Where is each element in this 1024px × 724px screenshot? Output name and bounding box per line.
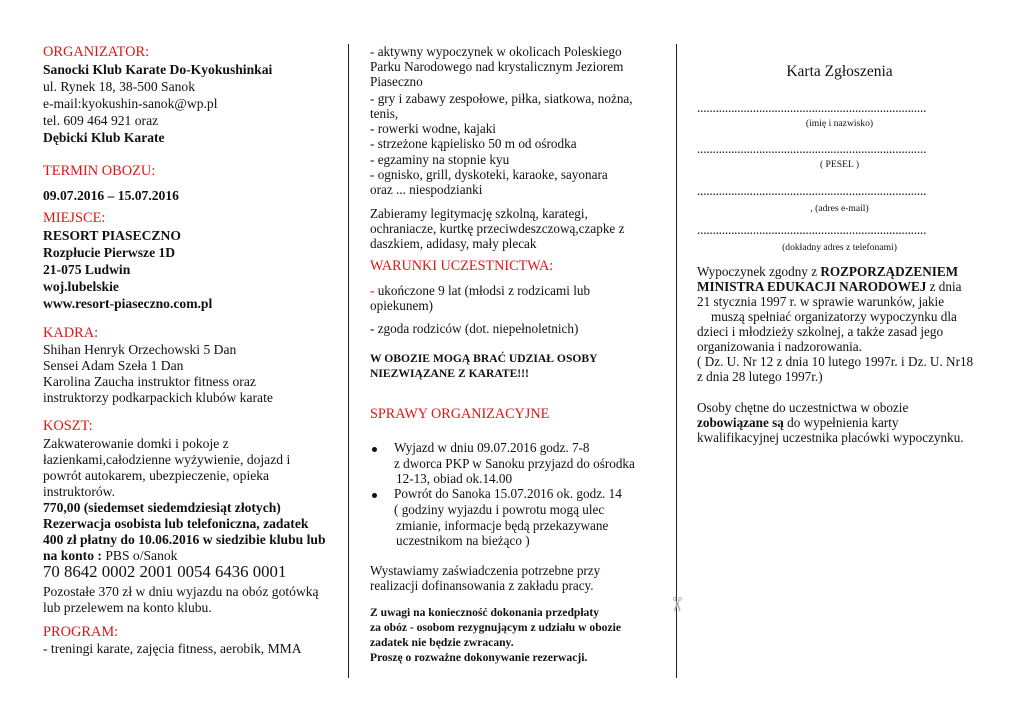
notice-line: W OBOZIE MOGĄ BRAĆ UDZIAŁ OSOBY	[370, 352, 598, 365]
scissors-icon: ✂	[664, 596, 687, 613]
condition-dash: -	[370, 283, 375, 298]
program-line: - rowerki wodne, kajaki	[370, 121, 496, 136]
program-line: - egzaminy na stopnie kyu	[370, 152, 510, 167]
condition-age-cont: opiekunem)	[370, 298, 433, 313]
staff-line: Shihan Henryk Orzechowski 5 Dan	[43, 342, 237, 357]
address-caption: (dokładny adres z telefonami)	[782, 242, 897, 253]
warning-line: za obóz - osobom rezygnującym z udziału w obozie	[370, 621, 621, 634]
warning-line: Proszę o rozważne dokonywanie rezerwacji.	[370, 651, 588, 664]
bullet-icon	[372, 447, 377, 452]
organizer-heading: ORGANIZATOR:	[43, 44, 150, 60]
departure-line: Wyjazd w dniu 09.07.2016 godz. 7-8	[394, 440, 590, 455]
conditions-heading: WARUNKI UCZESTNICTWA:	[370, 258, 554, 274]
regulation-line: organizowania i nadzorowania.	[697, 339, 862, 354]
program-line: Piaseczno	[370, 74, 423, 89]
return-line: uczestnikom na bieżąco )	[396, 533, 530, 548]
warning-line: zadatek nie będzie zwracany.	[370, 636, 514, 649]
condition-age: - ukończone 9 lat (młodsi z rodzicami lub	[370, 283, 591, 298]
regulation-line: MINISTRA EDUKACJI NARODOWEJ z dnia	[697, 279, 962, 294]
program-line: oraz ... niespodzianki	[370, 182, 483, 197]
email-field[interactable]: ..........................................................................	[697, 183, 927, 198]
staff-line: Sensei Adam Szeła 1 Dan	[43, 358, 184, 373]
staff-line: instruktorzy podkarpackich klubów karate	[43, 390, 273, 405]
program-line: Parku Narodowego nad krystalicznym Jeziorem	[370, 59, 624, 74]
obligation-line: Osoby chętne do uczestnictwa w obozie	[697, 400, 909, 415]
program-line: - ognisko, grill, dyskoteki, karaoke, sayonara	[370, 167, 608, 182]
name-caption: (imię i nazwisko)	[805, 118, 874, 129]
dates-value: 09.07.2016 – 15.07.2016	[43, 188, 179, 203]
program-line: - strzeżone kąpielisko 50 m od ośrodka	[370, 136, 577, 151]
certificate-line: realizacji dofinansowania z zakładu pracy.	[370, 578, 594, 593]
notice-line: NIEZWIĄZANE Z KARATE!!!	[370, 367, 529, 380]
warning-line: Z uwagi na konieczność dokonania przedpłaty	[370, 606, 600, 619]
organizer-address: ul. Rynek 18, 38-500 Sanok	[43, 79, 196, 94]
organizer-email: e-mail:kyokushin-sanok@wp.pl	[43, 96, 218, 111]
return-line: zmianie, informacje będą przekazywane	[396, 518, 609, 533]
organizer-partner: Dębicki Klub Karate	[43, 130, 165, 145]
regulation-line: z dnia 28 lutego 1997r.)	[697, 369, 823, 384]
cost-line: instruktorów.	[43, 484, 115, 499]
place-website: www.resort-piaseczno.com.pl	[43, 296, 213, 311]
pesel-field[interactable]: ..........................................................................	[697, 141, 927, 156]
pesel-caption: ( PESEL )	[819, 159, 860, 170]
cost-account-label: na konto :	[43, 548, 102, 563]
cost-price: 770,00 (siedemset siedemdziesiąt złotych)	[43, 500, 281, 515]
regulation-line: ( Dz. U. Nr 12 z dnia 10 lutego 1997r. i Dz. U. Nr18	[697, 354, 974, 369]
address-field[interactable]: ..........................................................................	[697, 222, 927, 237]
email-caption: , (adres e-mail)	[810, 203, 869, 214]
cost-line: Zakwaterowanie domki i pokoje z	[43, 436, 229, 451]
card-title: Karta Zgłoszenia	[786, 63, 893, 80]
return-line: Powrót do Sanoka 15.07.2016 ok. godz. 14	[394, 486, 622, 501]
program-line: - aktywny wypoczynek w okolicach Poleskiego	[370, 44, 622, 59]
obligation-line: zobowiązane są do wypełnienia karty	[697, 415, 899, 430]
cost-heading: KOSZT:	[43, 418, 93, 434]
cost-account-number: 70 8642 0002 2001 0054 6436 0001	[43, 562, 287, 581]
organizer-phone: tel. 609 464 921 oraz	[43, 113, 159, 128]
bring-line: Zabieramy legitymację szkolną, karategi,	[370, 206, 588, 221]
program-line: - gry i zabawy zespołowe, piłka, siatkowa, nożna,	[370, 91, 633, 106]
name-field[interactable]: ..........................................................................	[697, 100, 927, 115]
cost-line: powrót autokarem, ubezpieczenie, opieka	[43, 468, 270, 483]
regulation-line: muszą spełniać organizatorzy wypoczynku dla	[711, 309, 957, 324]
regulation-line: 21 stycznia 1997 r. w sprawie warunków, jakie	[697, 294, 945, 309]
staff-heading: KADRA:	[43, 325, 99, 341]
cost-bank: PBS o/Sanok	[101, 548, 178, 563]
dates-heading: TERMIN OBOZU:	[43, 163, 156, 179]
program-heading: PROGRAM:	[43, 624, 119, 640]
cost-reservation: Rezerwacja osobista lub telefoniczna, zadatek	[43, 516, 309, 531]
return-line: ( godziny wyjazdu i powrotu mogą ulec	[394, 502, 605, 517]
column-divider-left	[348, 44, 349, 678]
departure-line: 12-13, obiad ok.14.00	[396, 471, 513, 486]
staff-line: Karolina Zaucha instruktor fitness oraz	[43, 374, 256, 389]
condition-consent: - zgoda rodziców (dot. niepełnoletnich)	[370, 321, 579, 336]
place-heading: MIEJSCE:	[43, 210, 106, 226]
place-line: RESORT PIASECZNO	[43, 228, 181, 243]
place-line: Rozpłucie Pierwsze 1D	[43, 245, 176, 260]
certificate-line: Wystawiamy zaświadczenia potrzebne przy	[370, 563, 601, 578]
cost-rest-line: Pozostałe 370 zł w dniu wyjazdu na obóz gotówką	[43, 584, 319, 599]
program-line: tenis,	[370, 106, 399, 121]
bring-line: daszkiem, adidasy, mały plecak	[370, 236, 537, 251]
place-line: 21-075 Ludwin	[43, 262, 131, 277]
bring-line: ochraniacze, kurtkę przeciwdeszczową,czapke z	[370, 221, 625, 236]
departure-line: z dworca PKP w Sanoku przyjazd do ośrodka	[394, 456, 635, 471]
program-item: - treningi karate, zajęcia fitness, aerobik, MMA	[43, 641, 302, 656]
regulation-line: dzieci i młodzieży szkolnej, a także zasad jego	[697, 324, 944, 339]
organizer-name: Sanocki Klub Karate Do-Kyokushinkai	[43, 62, 273, 77]
cost-rest-line: lub przelewem na konto klubu.	[43, 600, 212, 615]
organizational-heading: SPRAWY ORGANIZACYJNE	[370, 406, 550, 422]
regulation-line: Wypoczynek zgodny z ROZPORZĄDZENIEM	[697, 264, 959, 279]
cost-line: łazienkami,całodzienne wyżywienie, dojazd i	[43, 452, 291, 467]
obligation-line: kwalifikacyjnej uczestnika placówki wypoczynku.	[697, 430, 964, 445]
place-line: woj.lubelskie	[43, 279, 119, 294]
bullet-icon	[372, 493, 377, 498]
cost-deposit: 400 zł płatny do 10.06.2016 w siedzibie klubu lub	[43, 532, 326, 547]
column-divider-right	[676, 44, 677, 678]
